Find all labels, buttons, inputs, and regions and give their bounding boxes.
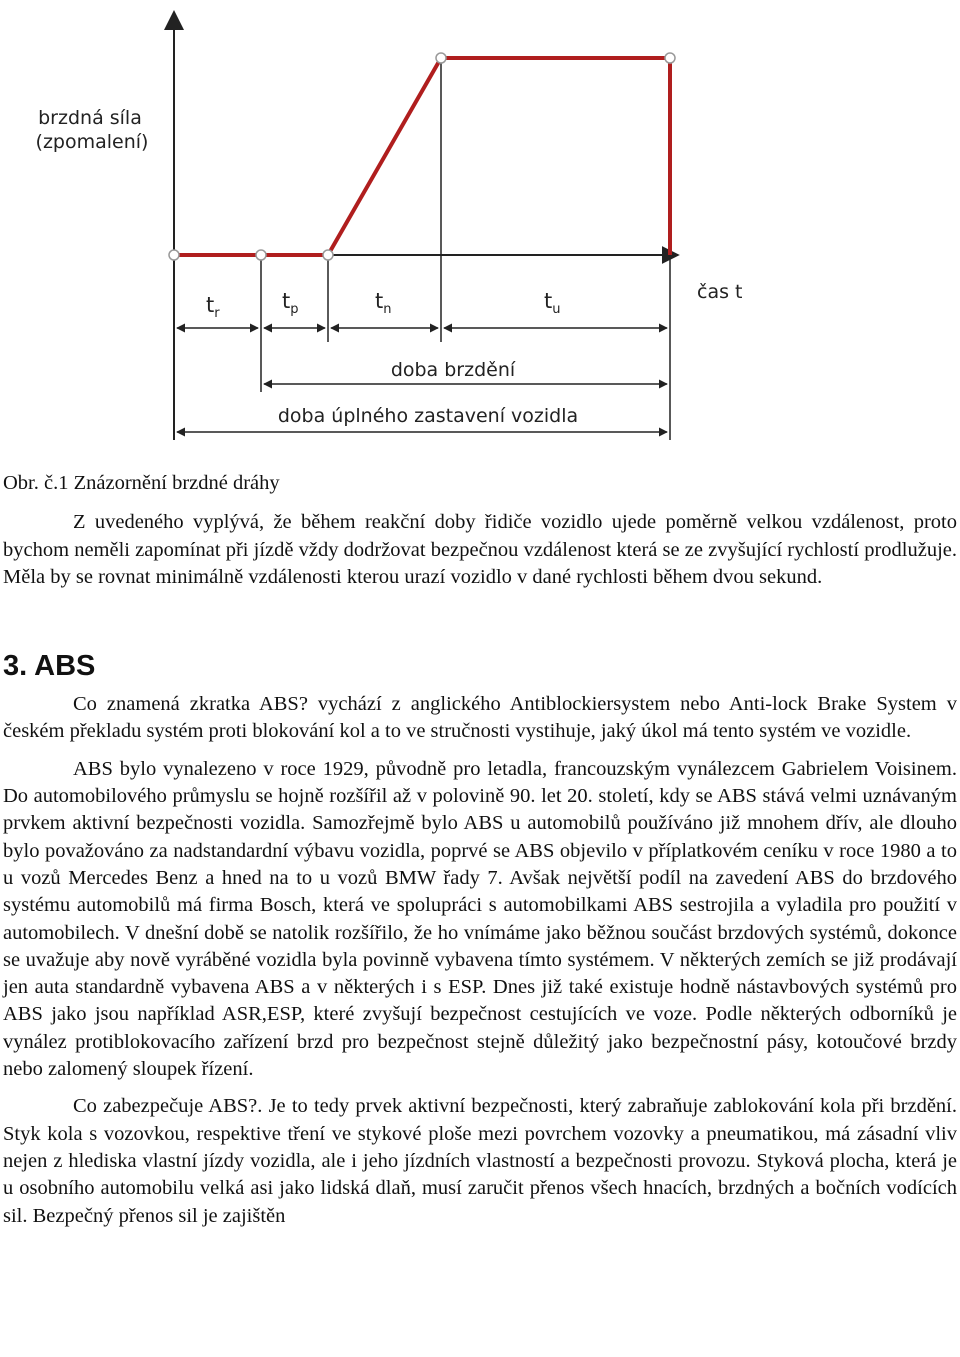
segment-subscript: p [290, 302, 299, 317]
brake-force-curve [174, 58, 670, 255]
svg-text:tp [282, 289, 299, 317]
segment-symbol: t [544, 289, 553, 313]
segment-label-tu [544, 289, 560, 317]
svg-text:tr [206, 293, 220, 321]
svg-text:tu [544, 289, 560, 317]
braking-diagram [0, 0, 960, 460]
segment-label-tn [375, 289, 391, 317]
segment-subscript: n [383, 302, 392, 317]
y-axis-label-line1: brzdná síla [38, 107, 142, 129]
span-full-stop-label: doba úplného zastavení vozidla [277, 405, 579, 427]
curve-point-start [169, 250, 179, 260]
segment-label-tp [282, 289, 299, 317]
curve-point-tp [323, 250, 333, 260]
x-axis-label: čas t [697, 281, 743, 303]
curve-point-tr [256, 250, 266, 260]
paragraph-4: Co zabezpečuje ABS?. Je to tedy prvek aktivní bezpečnosti, který zabraňuje zablokování kola při brzdění. Styk kola s vozovkou, respektive tření ve stykové ploše mezi povrchem vozovky a pneumatikou, má zásadní vliv nejen z hlediska vlastní jízdy vozidla, ale i jeho jízdních vlastností a bezpečnosti provozu. Styková plocha, která je u osobního automobilu velká asi jako lidská dlaň, musí zaručit přenos všech hnacích, brzdných a bočních vodících sil. Bezpečný přenos sil je zajištěn [3, 1095, 957, 1227]
segment-label-tr [206, 293, 220, 321]
paragraph-3: ABS bylo vynalezeno v roce 1929, původně pro letadla, francouzským vynálezcem Gabrielem Voisinem. Do automobilového průmyslu se hojně rozšířil až v polovině 90. let 20. století, kdy se ABS stává velmi uznávaným prvkem aktivní bezpečnosti vozidla. Samozřejmě bylo ABS u automobilů používáno již mnohem dřív, ale dlouho bylo považováno za nadstandardní výbavu vozidla, poprvé se ABS objevilo v příplatkovém ceníku v roce 1980 a to u vozů Mercedes Benz a hned na to u vozů BMW řady 7. Avšak největší podíl na zavedení ABS do brzdového systému automobilů má firma Bosch, která ve spolupráci s automobilkami ABS sestrojila a vyladila pro použití v automobilech. V dnešní době se natolik rozšířilo, že ho vnímáme jako běžnou součást brzdových systémů, dokonce se uvažuje aby nově vyráběné vozidla byla povinně vybavena tímto systémem. V některých zemích se již prodávají jen auta standardně vybavena ABS a v některých i s ESP. Dnes již také existuje hodně nástavbových systémů pro ABS jako jsou například ASR,ESP, které zvyšují bezpečnost cestujících ve voze. Podle některých odborníků je vynález protiblokovacího zařízení brzd pro bezpečnost stejně důležitý jako bezpečnostní pásy, kotoučové brzdy nebo zalomený sloupek řízení. [3, 757, 957, 1081]
segment-symbol: t [206, 293, 215, 317]
paragraph-1: Z uvedeného vyplývá, že během reakční doby řidiče vozidlo ujede poměrně velkou vzdálenost, proto bychom neměli zapomínat při jízdě vždy dodržovat bezpečnou vzdálenost která se ze zvyšující rychlostí prodlužuje. Měla by se rovnat minimálně vzdálenosti kterou urazí vozidlo v dané rychlosti během dvou sekund. [3, 511, 957, 588]
segment-subscript: r [214, 306, 220, 321]
span-braking-label: doba brzdění [390, 359, 516, 381]
paragraph-2: Co znamená zkratka ABS? vychází z anglického Antiblockiersystem nebo Anti-lock Brake System v českém překladu systém proti blokování kol a to ve stručnosti vystihuje, jaký úkol má tento systém ve vozidle. [3, 693, 957, 743]
document-body [3, 470, 957, 1240]
section-heading: 3. ABS [3, 650, 96, 683]
curve-point-tn [436, 53, 446, 63]
segment-subscript: u [552, 302, 561, 317]
segment-symbol: t [282, 289, 291, 313]
braking-diagram-svg [0, 0, 960, 460]
svg-text:tn [375, 289, 391, 317]
y-axis-label-line2: (zpomalení) [35, 131, 149, 153]
figure-caption: Obr. č.1 Znázornění brzdné dráhy [3, 472, 280, 494]
segment-symbol: t [375, 289, 384, 313]
curve-point-tu [665, 53, 675, 63]
